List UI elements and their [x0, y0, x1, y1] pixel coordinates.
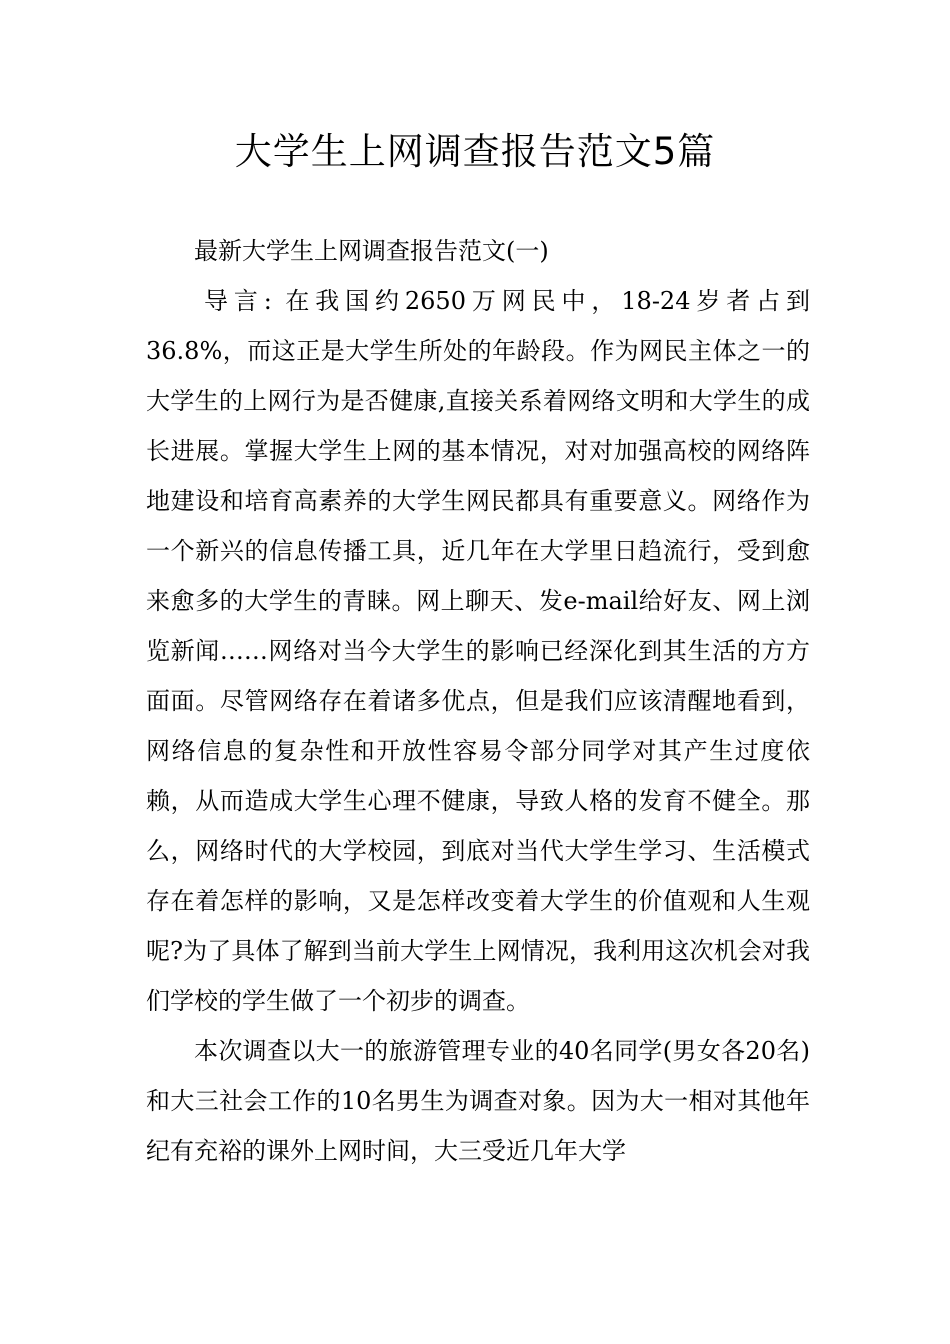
paragraph-survey-subjects: 本次调查以大一的旅游管理专业的40名同学(男女各20名)和大三社会工作的10名男生为调查对象。因为大一相对其他年纪有充裕的课外上网时间，大三受近几年大学 [146, 1037, 810, 1165]
document-body [146, 226, 810, 1176]
section-heading: 最新大学生上网调查报告范文(一) [194, 237, 549, 265]
paragraph-introduction: 导言: 在我国约2650万网民中，18-24岁者占到36.8%，而这正是大学生所处的年龄段。作为网民主体之一的大学生的上网行为是否健康,直接关系着网络文明和大学生的成长进展。掌握大学生上网的基本情况，对对加强高校的网络阵地建设和培育高素养的大学生网民都具有重要意义。网络作为一个新兴的信息传播工具，近几年在大学里日趋流行，受到愈来愈多的大学生的青睐。网上聊天、发e-mail给好友、网上浏览新闻……网络对当今大学生的影响已经深化到其生活的方方面面。尽管网络存在着诸多优点，但是我们应该清醒地看到，网络信息的复杂性和开放性容易令部分同学对其产生过度依赖，从而造成大学生心理不健康，导致人格的发育不健全。那么，网络时代的大学校园，到底对当代大学生学习、生活模式存在着怎样的影响，又是怎样改变着大学生的价值观和人生观呢?为了具体了解到当前大学生上网情况，我利用这次机会对我们学校的学生做了一个初步的调查。 [146, 287, 810, 1015]
document-title: 大学生上网调查报告范文5篇 [234, 130, 716, 173]
